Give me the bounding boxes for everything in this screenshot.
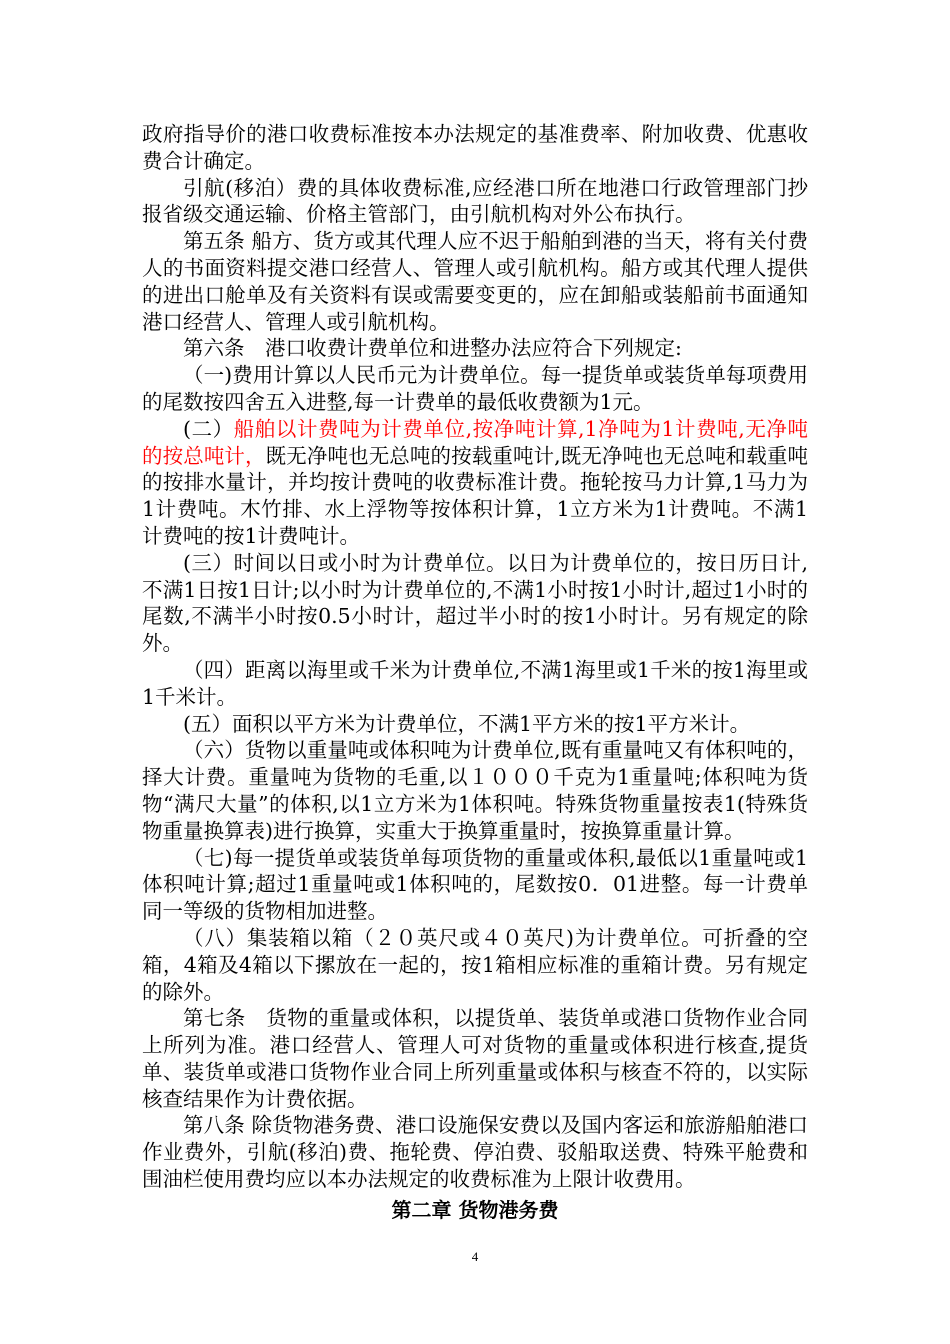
- clause-3-paragraph: (三）时间以日或小时为计费单位。以日为计费单位的，按日历日计,不满1日按1日计;以小时为计费单位的,不满1小时按1小时计,超过1小时的尾数,不满半小时按0.5小时计，超过半小时的按1小时计。另有规定的除外。: [142, 550, 808, 656]
- clause-2-text: 既无净吨也无总吨的按载重吨计,既无净吨也无总吨和载重吨的按排水量计，并均按计费吨的收费标准计费。拖轮按马力计算,1马力为1计费吨。木竹排、水上浮物等按体积计算，1立方米为1计费吨。不满1计费吨的按1计费吨计。: [142, 443, 809, 548]
- document-body: [142, 121, 808, 1193]
- clause-7-paragraph: （七)每一提货单或装货单每项货物的重量或体积,最低以1重量吨或1体积吨计算;超过1重量吨或1体积吨的，尾数按0．01进整。每一计费单同一等级的货物相加进整。: [142, 845, 808, 924]
- clause-2-paragraph: [142, 416, 808, 550]
- paragraph: 政府指导价的港口收费标准按本办法规定的基准费率、附加收费、优惠收费合计确定。: [142, 122, 808, 173]
- article-8-paragraph: 第八条 除货物港务费、港口设施保安费以及国内客运和旅游船舶港口作业费外，引航(移泊)费、拖轮费、停泊费、驳船取送费、特殊平舱费和围油栏使用费均应以本办法规定的收费标准为上限计收费用。: [142, 1113, 808, 1192]
- article-6-heading: 第六条 港口收费计费单位和进整办法应符合下列规定:: [183, 336, 682, 361]
- highlighted-text: 船舶以计费吨为计费单位,按净吨计算,1净吨为1计费吨,无净吨的按总吨计，: [142, 416, 808, 468]
- clause-4-paragraph: （四）距离以海里或千米为计费单位,不满1海里或1千米的按1海里或1千米计。: [142, 657, 808, 709]
- clause-1-paragraph: （一)费用计算以人民币元为计费单位。每一提货单或装货单每项费用的尾数按四舍五入进整,每一计费单的最低收费额为1元。: [142, 363, 808, 414]
- clause-5-paragraph: (五）面积以平方米为计费单位，不满1平方米的按1平方米计。: [183, 711, 751, 736]
- clause-6-paragraph: （六）货物以重量吨或体积吨为计费单位,既有重量吨又有体积吨的，择大计费。重量吨为货物的毛重,以１０００千克为1重量吨;体积吨为货物“满尺大量”的体积,以1立方米为1体积吨。特殊货物重量按表1(特殊货物重量换算表)进行换算，实重大于换算重量时，按换算重量计算。: [142, 738, 808, 843]
- article-7-paragraph: 第七条 货物的重量或体积，以提货单、装货单或港口货物作业合同上所列为准。港口经营人、管理人可对货物的重量或体积进行核查,提货单、装货单或港口货物作业合同上所列重量或体积与核查不符的，以实际核查结果作为计费依据。: [142, 1006, 808, 1111]
- clause-2-prefix: (二）: [183, 416, 234, 441]
- article-5-paragraph: 第五条 船方、货方或其代理人应不迟于船舶到港的当天，将有关付费人的书面资料提交港口经营人、管理人或引航机构。船方或其代理人提供的进出口舱单及有关资料有误或需要变更的，应在卸船或装船前书面通知港口经营人、管理人或引航机构。: [142, 229, 808, 334]
- page-number: 4: [471, 1249, 479, 1264]
- paragraph: 引航(移泊）费的具体收费标准,应经港口所在地港口行政管理部门抄报省级交通运输、价格主管部门，由引航机构对外公布执行。: [142, 175, 808, 227]
- clause-8-paragraph: （八）集装箱以箱（２０英尺或４０英尺)为计费单位。可折叠的空箱，4箱及4箱以下摞放在一起的，按1箱相应标准的重箱计费。另有规定的除外。: [142, 925, 808, 1004]
- chapter-title: 第二章 货物港务费: [391, 1198, 559, 1222]
